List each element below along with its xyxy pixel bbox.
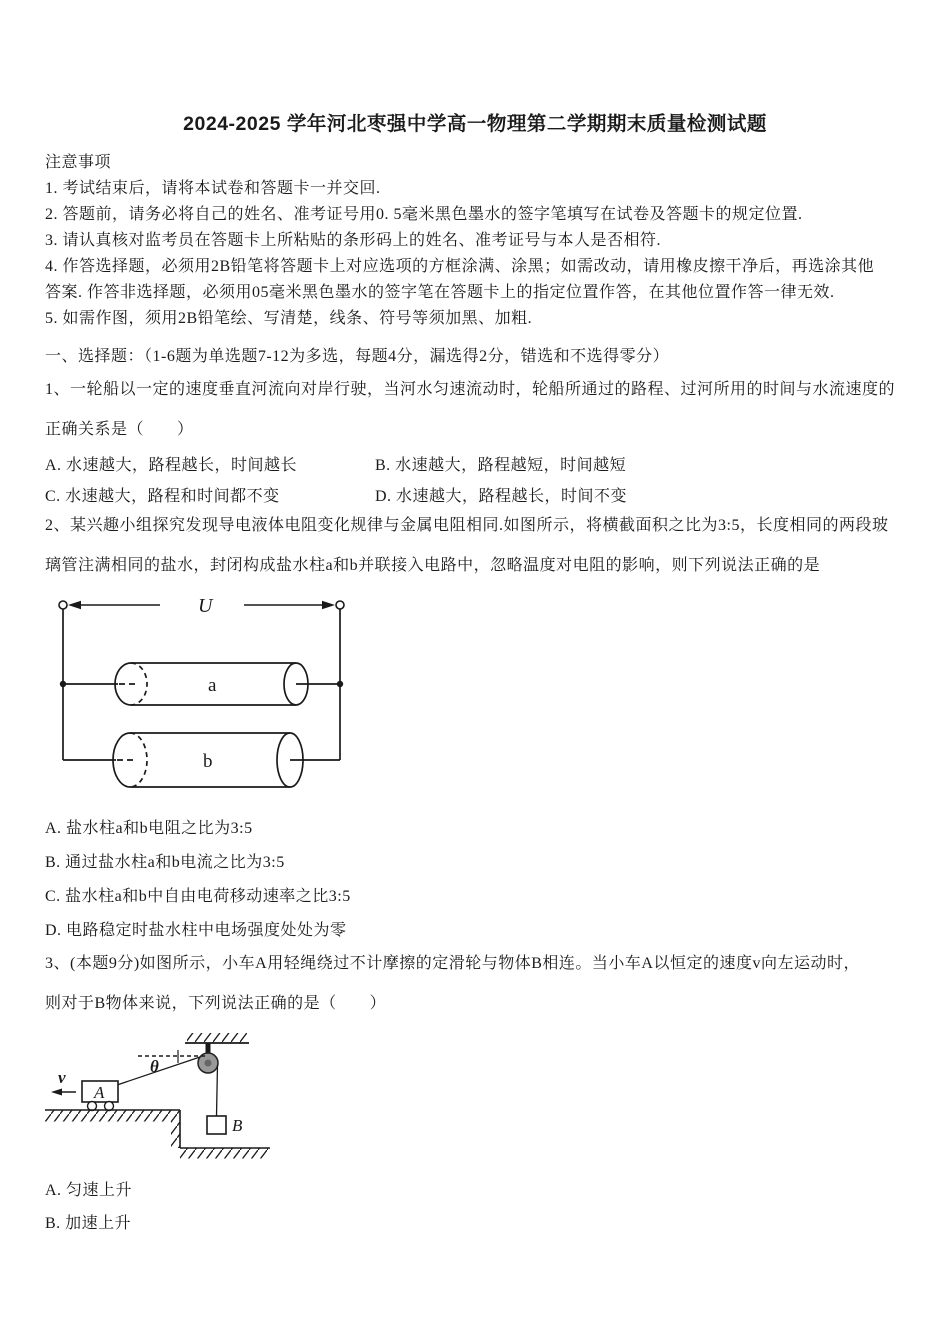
question-3-options	[45, 1174, 905, 1240]
question-1-option-a: A. 水速越大，路程越长，时间越长	[45, 457, 298, 474]
salt-column-a	[115, 663, 340, 705]
notice-section	[45, 150, 905, 332]
voltage-label: U	[198, 595, 213, 617]
question-2-text-line-1: 2、某兴趣小组探究发现导电液体电阻变化规律与金属电阻相同.如图所示，将横截面积之比为3:5，长度相同的两段玻	[45, 517, 889, 534]
question-2-options	[45, 812, 905, 948]
question-3-text-line-2: 则对于B物体来说，下列说法正确的是（ ）	[45, 995, 387, 1012]
question-3	[45, 944, 905, 1240]
notice-item-2: 2. 答题前，请务必将自己的姓名、准考证号用0. 5毫米黑色墨水的签字笔填写在试卷及答题卡的规定位置.	[45, 206, 803, 223]
right-terminal-icon	[336, 601, 344, 609]
right-arrowhead	[322, 601, 335, 609]
pulley-figure-svg	[42, 1030, 292, 1170]
velocity-label: v	[58, 1068, 66, 1087]
angle-label: θ	[150, 1057, 159, 1076]
angle-marking	[138, 1050, 205, 1063]
section-1-heading: 一、选择题：（1-6题为单选题7-12为多选，每题4分，漏选得2分，错选和不选得零分）	[45, 348, 670, 365]
ceiling	[185, 1033, 249, 1043]
question-1-options	[45, 450, 905, 512]
circuit-figure-svg	[48, 590, 368, 808]
question-1-option-c: C. 水速越大，路程和时间都不变	[45, 488, 280, 505]
notice-item-4-line-2: 答案. 作答非选择题，必须用05毫米黑色墨水的签字笔在答题卡上的指定位置作答，在其他位置作答一律无效.	[45, 284, 835, 301]
question-3-text-line-1: 3、(本题9分)如图所示，小车A用轻绳绕过不计摩擦的定滑轮与物体B相连。当小车A以恒定的速度v向左运动时，	[45, 955, 860, 972]
question-2	[45, 506, 905, 948]
question-2-text-line-2: 璃管注满相同的盐水，封闭构成盐水柱a和b并联接入电路中，忽略温度对电阻的影响，则下列说法正确的是	[45, 557, 821, 574]
notice-item-3: 3. 请认真核对监考员在答题卡上所粘贴的条形码上的姓名、准考证号与本人是否相符.	[45, 232, 662, 249]
junction-dot-left	[60, 681, 66, 687]
question-1	[45, 370, 905, 512]
pulley-axle	[205, 1060, 212, 1067]
question-3-option-a: A. 匀速上升	[45, 1182, 133, 1199]
question-3-option-b: B. 加速上升	[45, 1215, 132, 1232]
notice-item-5: 5. 如需作图，须用2B铅笔绘、写清楚，线条、符号等须加黑、加粗.	[45, 310, 533, 327]
question-2-option-d: D. 电路稳定时盐水柱中电场强度处处为零	[45, 922, 347, 939]
question-1-option-b: B. 水速越大，路程越短，时间越短	[375, 457, 627, 474]
left-terminal-icon	[59, 601, 67, 609]
question-2-option-a: A. 盐水柱a和b电阻之比为3:5	[45, 820, 253, 837]
cart-label: A	[94, 1083, 105, 1102]
left-arrowhead	[68, 601, 81, 609]
cylinder-b-label: b	[203, 751, 213, 772]
notice-item-4-line-1: 4. 作答选择题，必须用2B铅笔将答题卡上对应选项的方框涂满、涂黑；如需改动，请用橡皮擦干净后，再选涂其他	[45, 258, 875, 275]
question-1-option-d: D. 水速越大，路程越长，时间不变	[375, 488, 628, 505]
pulley-figure	[42, 1030, 905, 1170]
question-2-option-c: C. 盐水柱a和b中自由电荷移动速率之比3:5	[45, 888, 351, 905]
cylinder-a-label: a	[208, 675, 217, 696]
question-2-option-b: B. 通过盐水柱a和b电流之比为3:5	[45, 854, 285, 871]
notice-heading: 注意事项	[45, 154, 112, 171]
salt-column-b	[113, 733, 340, 787]
velocity-arrow	[51, 1089, 76, 1096]
question-1-text-line-2: 正确关系是（ ）	[45, 421, 194, 438]
block	[207, 1116, 226, 1134]
notice-item-1: 1. 考试结束后，请将本试卷和答题卡一并交回.	[45, 180, 381, 197]
block-label: B	[232, 1116, 243, 1135]
circuit-figure	[48, 590, 905, 808]
exam-title: 2024-2025 学年河北枣强中学高一物理第二学期期末质量检测试题	[183, 113, 767, 135]
question-1-text-line-1: 1、一轮船以一定的速度垂直河流向对岸行驶，当河水匀速流动时，轮船所通过的路程、过河所用的时间与水流速度的	[45, 381, 896, 398]
